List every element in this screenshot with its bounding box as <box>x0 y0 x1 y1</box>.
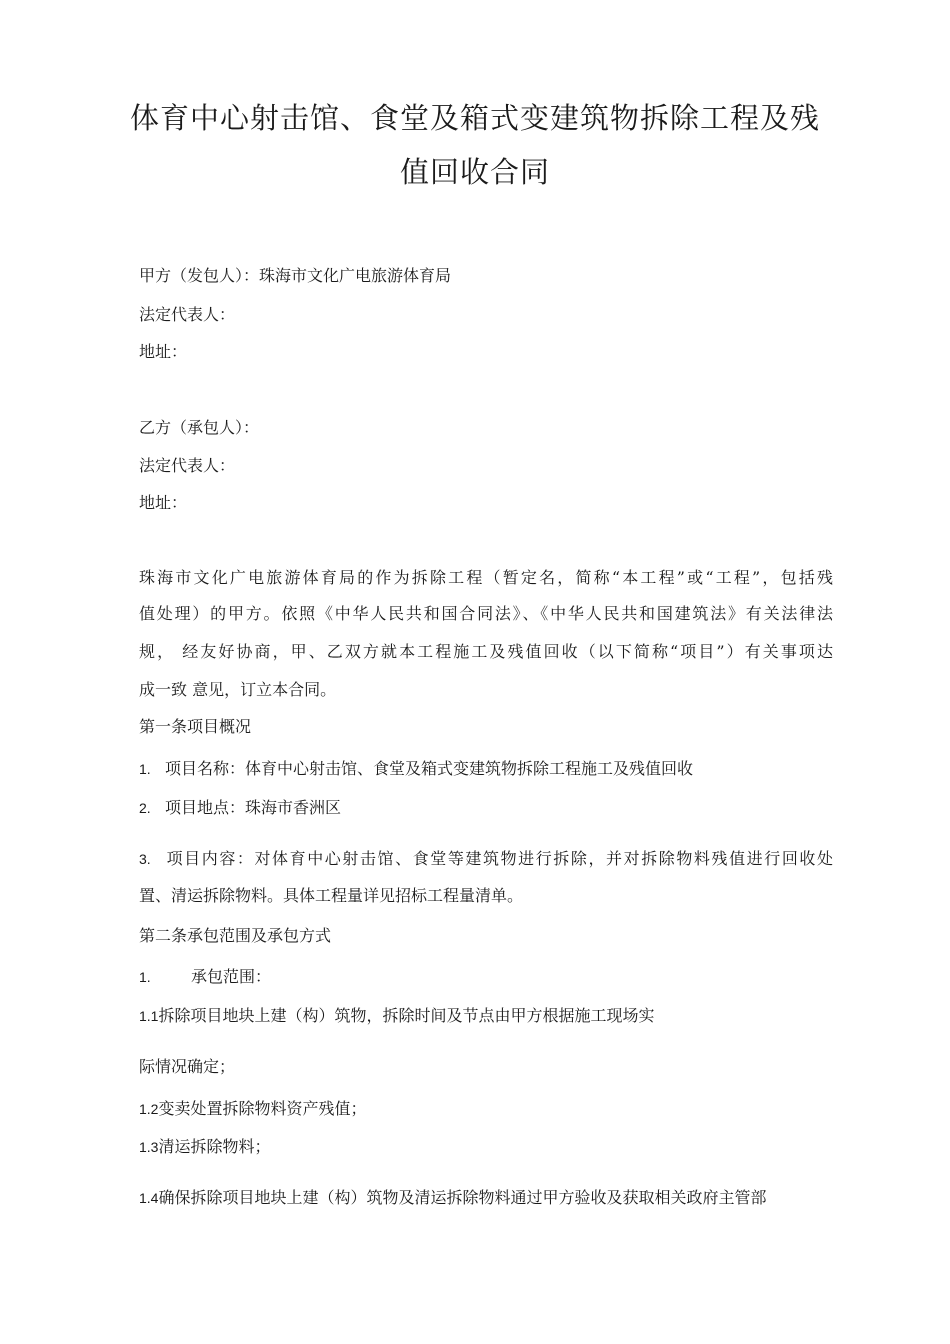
preamble-line: 值处理）的甲方。依照《中华人民共和国合同法》、《中华人民共和国建筑法》有关法律法 <box>139 604 833 623</box>
article1-item <box>139 800 341 816</box>
subitem-text: 变卖处置拆除物料资产残值； <box>158 1099 367 1118</box>
subitem-number: 1.1 <box>139 1008 159 1024</box>
party-a-name: 甲方（发包人）：珠海市文化广电旅游体育局 <box>139 266 452 285</box>
contract-title-line1: 体育中心射击馆、食堂及箱式变建筑物拆除工程及残 <box>129 101 820 135</box>
article2-subitem-continuation: 际情况确定； <box>139 1057 236 1076</box>
item-text: 项目名称：体育中心射击馆、食堂及箱式变建筑物拆除工程施工及残值回收 <box>165 759 694 778</box>
subitem-text: 拆除项目地块上建（构）筑物，拆除时间及节点由甲方根据施工现场实 <box>158 1006 655 1025</box>
party-a-address: 地址： <box>139 342 188 361</box>
article1-item <box>139 761 693 777</box>
article1-item-continuation: 置、清运拆除物料。具体工程量详见招标工程量清单。 <box>139 886 524 905</box>
item-number: 1. <box>139 969 151 985</box>
item-text: 承包范围： <box>191 967 272 986</box>
article2-subitem <box>139 1139 270 1155</box>
preamble-line: 珠海市文化广电旅游体育局的作为拆除工程（暂定名，简称“本工程”或“工程”，包括残 <box>139 568 833 587</box>
item-number: 3. <box>139 851 151 867</box>
party-b-representative: 法定代表人： <box>139 456 236 475</box>
article2-heading: 第二条承包范围及承包方式 <box>139 926 332 945</box>
preamble-line: 成一致 意见，订立本合同。 <box>139 680 337 699</box>
item-number: 2. <box>139 800 151 816</box>
party-a-representative: 法定代表人： <box>139 305 236 324</box>
article1-heading: 第一条项目概况 <box>139 717 252 736</box>
party-b-name: 乙方（承包人）： <box>139 418 260 437</box>
article1-item <box>139 851 833 867</box>
article2-item <box>139 969 271 985</box>
item-number: 1. <box>139 761 151 777</box>
contract-title-line2: 值回收合同 <box>399 155 550 189</box>
party-b-address: 地址： <box>139 493 188 512</box>
subitem-number: 1.3 <box>139 1139 159 1155</box>
item-text: 项目内容：对体育中心射击馆、食堂等建筑物进行拆除，并对拆除物料残值进行回收处 <box>165 849 833 868</box>
item-text: 项目地点：珠海市香洲区 <box>165 798 342 817</box>
subitem-number: 1.4 <box>139 1190 159 1206</box>
article2-subitem <box>139 1008 654 1024</box>
preamble-line: 规， 经友好协商，甲、乙双方就本工程施工及残值回收（以下简称“项目”）有关事项达 <box>139 642 833 661</box>
article2-subitem <box>139 1101 366 1117</box>
subitem-text: 清运拆除物料； <box>158 1137 271 1156</box>
subitem-number: 1.2 <box>139 1101 159 1117</box>
article2-subitem <box>139 1190 766 1206</box>
subitem-text: 确保拆除项目地块上建（构）筑物及清运拆除物料通过甲方验收及获取相关政府主管部 <box>158 1188 767 1207</box>
